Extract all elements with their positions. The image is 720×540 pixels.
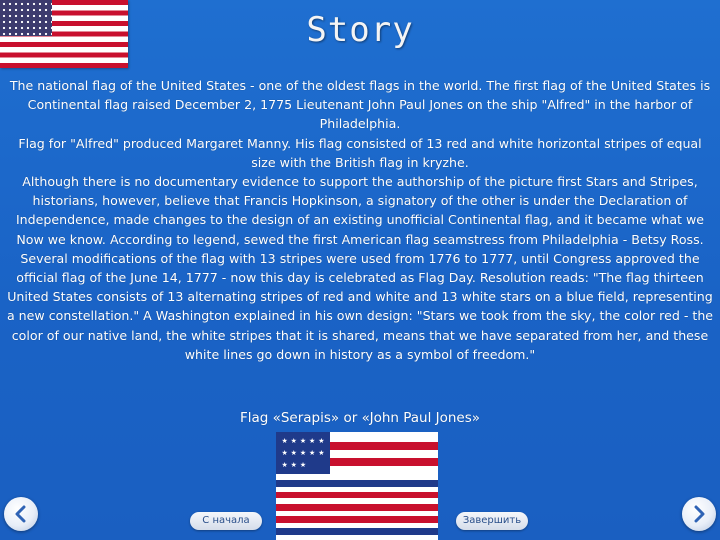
star-icon: ★ [281,448,288,457]
story-paragraph: Flag for "Alfred" produced Margaret Manny. His flag consisted of 13 red and white horizontal stripes of equal size with the British flag in kryzhe. [18,135,702,170]
flag-stripe [276,516,438,523]
chevron-right-icon [689,504,709,524]
start-button[interactable]: С начала [190,512,262,530]
flag-stripe [276,480,438,487]
flag-canton [0,0,52,36]
star-icon: ★ [299,436,307,445]
page-title: Story [306,10,414,50]
flag-stripe [276,492,438,498]
flag-canton [276,432,330,474]
figure-caption: Flag «Serapis» or «John Paul Jones» [239,410,481,426]
star-icon: ★ [318,436,325,445]
us-flag-image [0,0,128,68]
star-icon: ★ [290,448,297,457]
star-icon: ★ [309,448,316,457]
star-icon: ★ [290,460,297,469]
star-icon: ★ [290,436,297,445]
prev-slide-button[interactable] [4,497,38,531]
flag-stripe [276,528,438,535]
story-text [6,76,714,364]
star-icon: ★ [281,460,288,469]
star-icon: ★ [299,460,307,469]
star-icon: ★ [318,448,325,457]
story-paragraph: Although there is no documentary evidence to support the authorship of the picture first Stars and Stripes, historians, however, believe that Francis Hopkinson, a signatory of the other is under the Declaration of Independence, made changes to the design of an existing unofficial Continental flag, and it became what we Now we know. According to legend, sewed the first American flag seamstress from Philadelphia - Betsy Ross. [15,174,705,247]
serapis-flag-image [276,432,438,540]
finish-button[interactable]: Завершить [456,512,528,530]
star-icon: ★ [299,448,307,457]
story-paragraph: The national flag of the United States - one of the oldest flags in the world. The first flag of the United States is Continental flag raised December 2, 1775 Lieutenant John Paul Jones on the ship "Alfred" in the harbor of Philadelphia. [9,78,711,132]
star-icon: ★ [281,436,288,445]
next-slide-button[interactable] [682,497,716,531]
flag-stripe [276,504,438,511]
star-icon: ★ [309,436,316,445]
chevron-left-icon [11,504,31,524]
story-paragraph: Several modifications of the flag with 13 stripes were used from 1776 to 1777, until Congress approved the official flag of the June 14, 1777 - now this day is celebrated as Flag Day. Resolution reads: "The flag thirteen United States consists of 13 alternating stripes of red and white and 13 white stars on a blue field, representing a new constellation." A Washington explained in his own design: "Stars we took from the sky, the color red - the color of our native land, the white stripes that it is shared, means that we have separated from her, and these white lines go down in history as a symbol of freedom." [6,250,714,362]
